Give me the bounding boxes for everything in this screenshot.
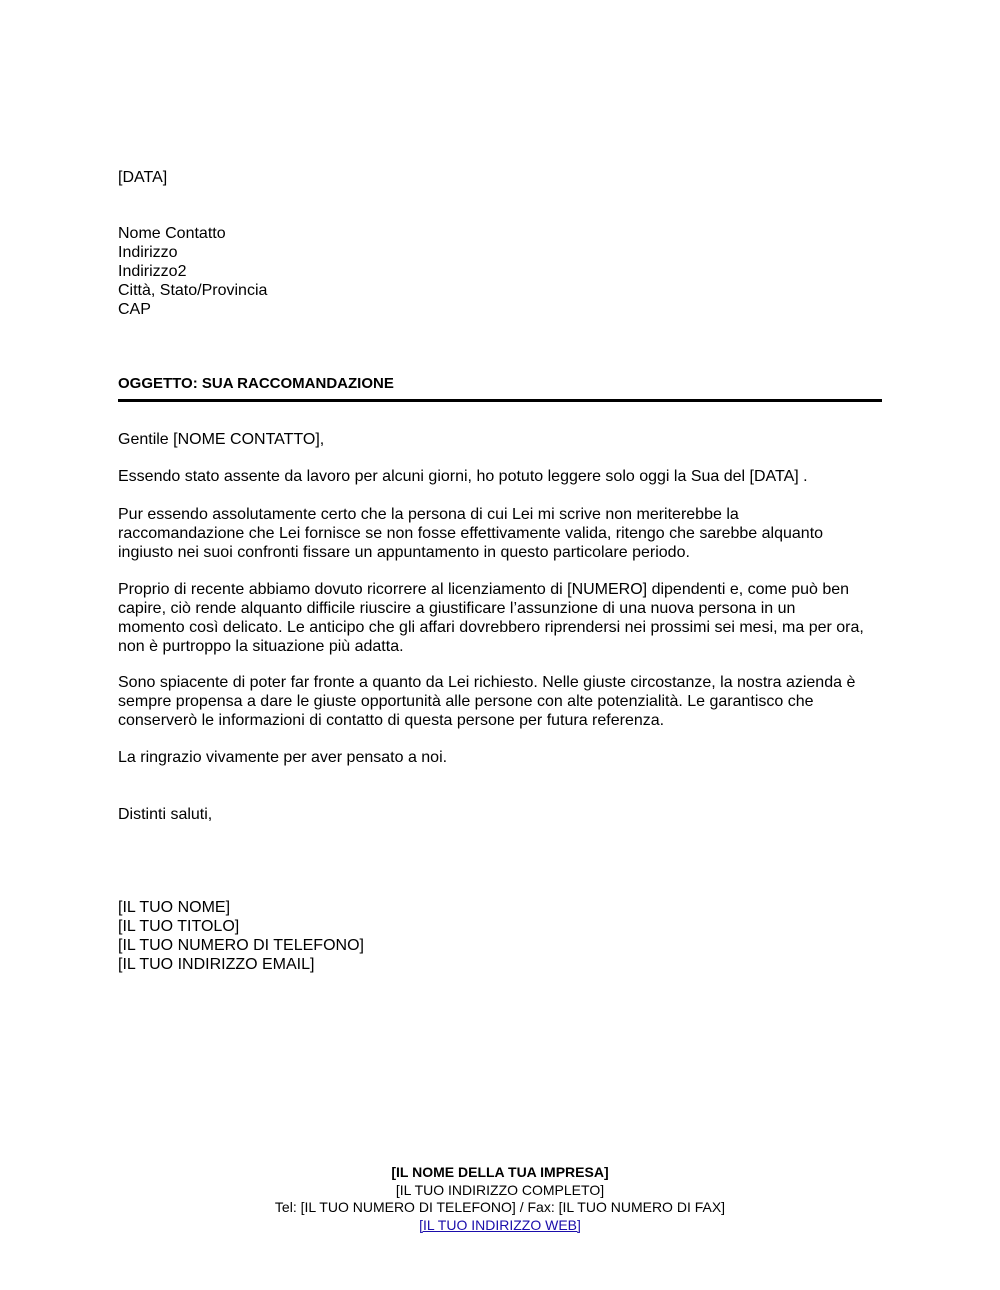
subject-heading: OGGETTO: SUA RACCOMANDAZIONE [118,375,394,392]
paragraph-line: sempre propensa a dare le giuste opportunità alle persone con alte potenzialità. Le garantisco che [118,693,814,710]
paragraph-1 [118,467,808,486]
recipient-address1: Indirizzo [118,244,178,261]
recipient-zip: CAP [118,301,151,318]
footer-web-link[interactable]: [IL TUO INDIRIZZO WEB] [419,1216,581,1233]
recipient-name: Nome Contatto [118,225,226,242]
paragraph-3 [118,580,864,656]
paragraph-line: La ringrazio vivamente per aver pensato a noi. [118,749,448,766]
recipient-city: Città, Stato/Provincia [118,282,268,299]
footer-address: [IL TUO INDIRIZZO COMPLETO] [395,1181,605,1198]
paragraph-line: Essendo stato assente da lavoro per alcuni giorni, ho potuto leggere solo oggi la Sua del [DATA] . [118,468,808,485]
recipient-address2: Indirizzo2 [118,263,187,280]
paragraph-2 [118,505,823,562]
signature-title: [IL TUO TITOLO] [118,918,240,935]
letter-date: [DATA] [118,169,168,186]
footer-company: [IL NOME DELLA TUA IMPRESA] [391,1164,609,1180]
paragraph-line: Proprio di recente abbiamo dovuto ricorrere al licenziamento di [NUMERO] dipendenti e, come può ben [118,581,850,598]
signature-email: [IL TUO INDIRIZZO EMAIL] [118,956,315,973]
paragraph-line: Pur essendo assolutamente certo che la persona di cui Lei mi scrive non meriterebbe la [118,506,739,523]
signature-phone: [IL TUO NUMERO DI TELEFONO] [118,937,364,954]
greeting: Gentile [NOME CONTATTO], [118,431,325,448]
recipient-block [118,224,267,319]
paragraph-line: non è purtroppo la situazione più adatta. [118,638,404,655]
footer-contacts: Tel: [IL TUO NUMERO DI TELEFONO] / Fax: [IL TUO NUMERO DI FAX] [274,1199,726,1215]
closing: Distinti saluti, [118,806,213,823]
paragraph-line: Sono spiacente di poter far fronte a quanto da Lei richiesto. Nelle giuste circostanze, la nostra azienda è [118,674,856,691]
paragraph-4 [118,673,855,730]
paragraph-5 [118,748,447,767]
letterhead-footer [0,1164,1000,1234]
signature-block [118,898,364,974]
paragraph-line: momento così delicato. Le anticipo che gli affari dovrebbero riprendersi nei prossimi sei mesi, ma per ora, [118,619,864,636]
signature-name: [IL TUO NOME] [118,899,231,916]
paragraph-line: raccomandazione che Lei fornisce se non fosse effettivamente valida, ritengo che sarebbe alquanto [118,525,824,542]
paragraph-line: conserverò le informazioni di contatto di questa persone per futura referenza. [118,712,665,729]
paragraph-line: capire, ciò rende alquanto difficile riuscire a giustificare l’assunzione di una nuova persona in un [118,600,796,617]
paragraph-line: ingiusto nei suoi confronti fissare un appuntamento in questo particolare periodo. [118,544,690,561]
subject-divider [118,399,882,402]
